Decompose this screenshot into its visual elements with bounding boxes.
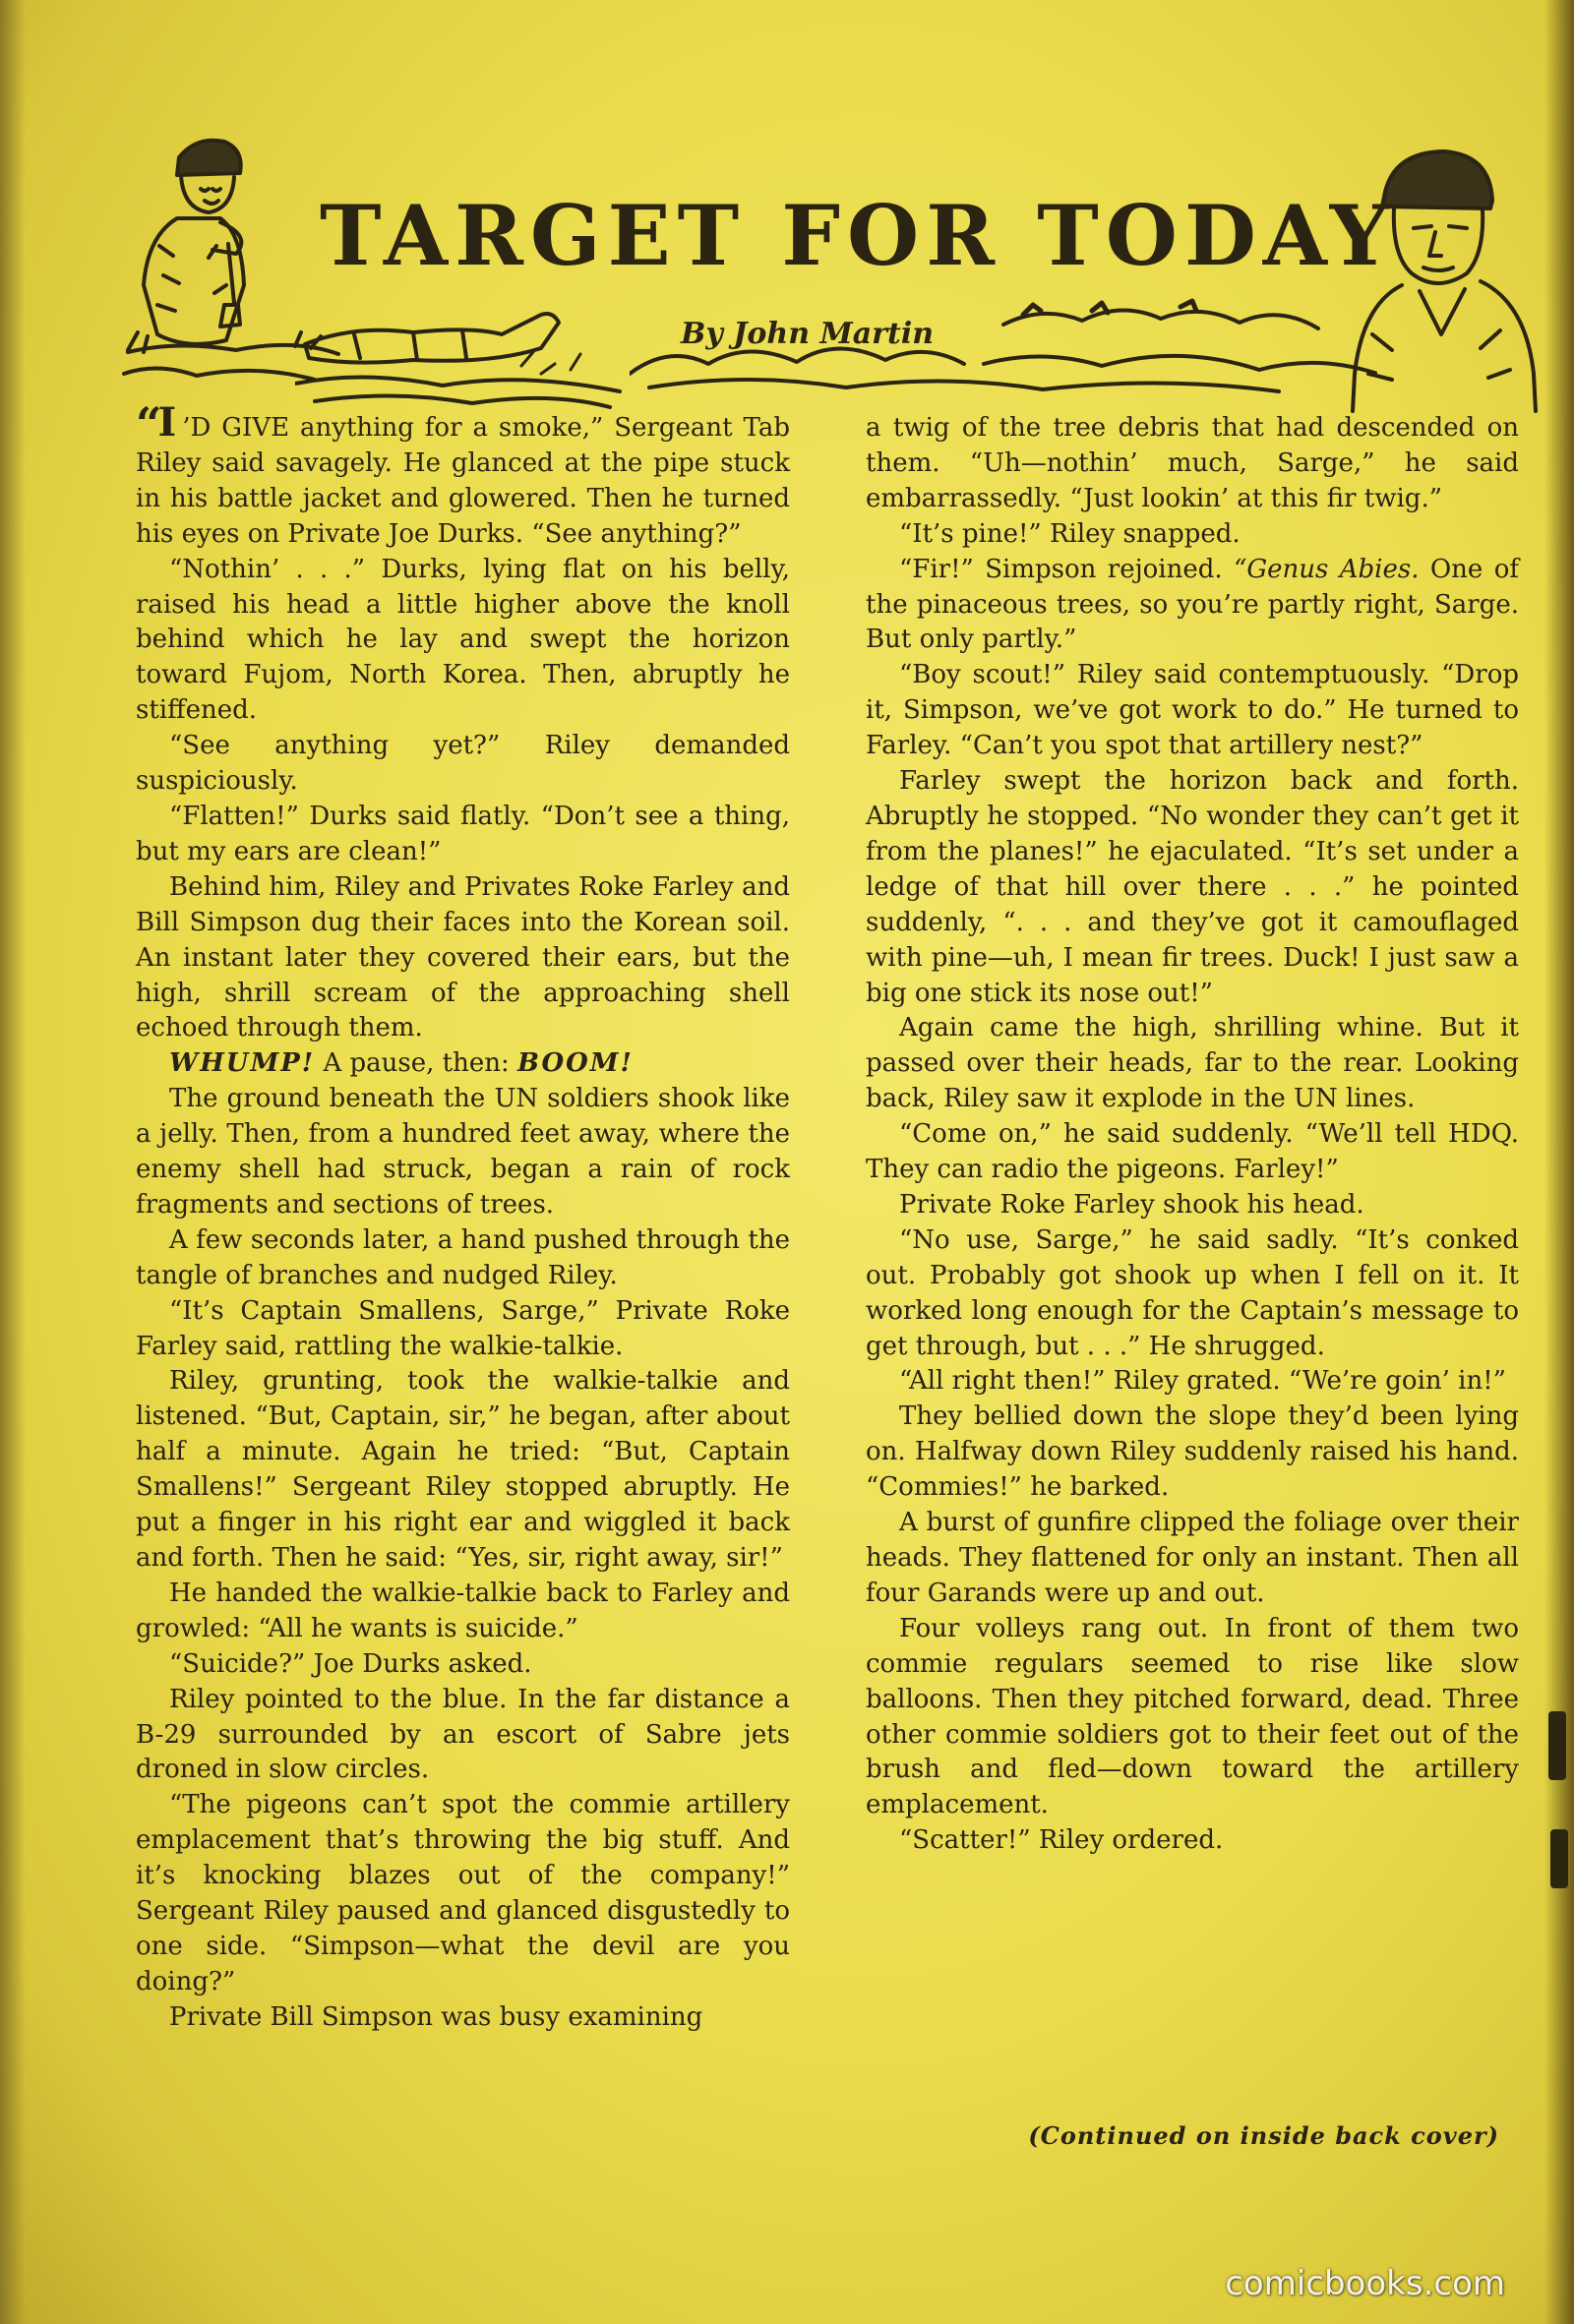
sound-effect-paragraph <box>136 1046 790 1082</box>
paragraph: “See anything yet?” Riley demanded suspiciously. <box>136 731 790 797</box>
paragraph: “All right then!” Riley grated. “We’re goin’ in!” <box>899 1366 1506 1397</box>
paragraph: Four volleys rang out. In front of them two commie regulars seemed to rise like slow balloons. Then they pitched forward, dead. Three other commie soldiers got to their feet out of the brush and fled—down toward the artillery emplacement. <box>866 1613 1519 1820</box>
drop-cap: I <box>157 399 177 446</box>
site-watermark: comicbooks.com <box>1225 2264 1505 2303</box>
page-left-edge-shadow <box>0 0 26 2324</box>
paragraph: “Flatten!” Durks said flatly. “Don’t see a thing, but my ears are clean!” <box>136 801 790 866</box>
paragraph: “The pigeons can’t spot the commie artillery emplacement that’s throwing the big stuff. And it’s knocking blazes out of the company!” Sergeant Riley paused and glanced disgustedly to one side. “Simpson—what the devil are you doing?” <box>136 1790 790 1996</box>
latin-name: “Genus Abies. <box>1234 554 1420 584</box>
paragraph-continued: a twig of the tree debris that had descended on them. “Uh—nothin’ much, Sarge,” he said embarrassedly. “Just lookin’ at this fir twig.” <box>866 413 1519 513</box>
wounded-soldier-illustration <box>295 275 630 413</box>
text-column-left <box>136 397 790 2036</box>
paragraph-text: A pause, then: <box>315 1048 517 1079</box>
paragraph: A burst of gunfire clipped the foliage over their heads. They flattened for only an instant. Then all four Garands were up and out. <box>866 1508 1519 1608</box>
paragraph-text: One of the pinaceous trees, so you’re partly right, Sarge. But only partly.” <box>866 554 1519 655</box>
paragraph: Behind him, Riley and Privates Roke Farley and Bill Simpson dug their faces into the Korean soil. An instant later they covered their ears, but the high, shrill scream of the approaching shell echoed through them. <box>136 871 790 1043</box>
paragraph: “No use, Sarge,” he said sadly. “It’s conked out. Probably got shook up when I fell on it. It worked long enough for the Captain’s message to get through, but . . .” He shrugged. <box>866 1224 1519 1361</box>
paragraph: “Nothin’ . . .” Durks, lying flat on his belly, raised his head a little higher above the knoll behind which he lay and swept the horizon toward Fujom, North Korea. Then, abruptly he stiffened. <box>136 554 790 726</box>
sound-effect-boom: BOOM! <box>517 1048 634 1079</box>
binding-stain <box>1550 1829 1568 1888</box>
paragraph: They bellied down the slope they’d been lying on. Halfway down Riley suddenly raised his hand. “Commies!” he barked. <box>866 1401 1519 1503</box>
paragraph: Private Roke Farley shook his head. <box>899 1189 1364 1220</box>
paragraph: Again came the high, shrilling whine. But it passed over their heads, far to the rear. Looking back, Riley saw it explode in the UN lines. <box>866 1013 1519 1114</box>
author-byline: By John Martin <box>681 317 935 351</box>
paragraph: He handed the walkie-talkie back to Farley and growled: “All he wants is suicide.” <box>136 1578 790 1643</box>
continued-note: (Continued on inside back cover) <box>1028 2121 1499 2150</box>
paragraph: Farley swept the horizon back and forth. Abruptly he stopped. “No wonder they can’t get it from the planes!” he ejaculated. “It’s set under a ledge of that hill over there . . .” he pointed suddenly, “. . . and they’ve got it camouflaged with pine—uh, I mean fir trees. Duck! I just saw a big one stick its nose out!” <box>866 766 1519 1008</box>
paragraph: “Scatter!” Riley ordered. <box>899 1825 1224 1856</box>
paragraph: A few seconds later, a hand pushed through the tangle of branches and nudged Riley. <box>136 1224 790 1290</box>
binding-stain <box>1548 1711 1566 1780</box>
paragraph: “Suicide?” Joe Durks asked. <box>169 1648 532 1679</box>
paragraph: “Boy scout!” Riley said contemptuously. “Drop it, Simpson, we’ve got work to do.” He turned to Farley. “Can’t you spot that artillery nest?” <box>866 660 1519 761</box>
opening-quote-mark: “ <box>136 397 158 450</box>
paragraph: The ground beneath the UN soldiers shook like a jelly. Then, from a hundred feet away, where the enemy shell had struck, began a rain of rock fragments and sections of trees. <box>136 1084 790 1220</box>
paragraph: Riley pointed to the blue. In the far distance a B-29 surrounded by an escort of Sabre jets droned in slow circles. <box>136 1684 790 1785</box>
story-title: TARGET FOR TODAY <box>320 187 1396 284</box>
paragraph-text: ’D GIVE anything for a smoke,” Sergeant Tab Riley said savagely. He glanced at the pipe stuck in his battle jacket and glowered. Then he turned his eyes on Private Joe Durks. “See anything?” <box>136 413 790 549</box>
text-column-right <box>866 411 1519 1859</box>
paragraph: Private Bill Simpson was busy examining <box>169 2001 703 2032</box>
paragraph: “It’s Captain Smallens, Sarge,” Private Roke Farley said, rattling the walkie-talkie. <box>136 1295 790 1361</box>
paragraph: “Come on,” he said suddenly. “We’ll tell HDQ. They can radio the pigeons. Farley!” <box>866 1119 1519 1185</box>
paragraph: “It’s pine!” Riley snapped. <box>899 518 1241 549</box>
sound-effect-whump: WHUMP! <box>169 1048 316 1079</box>
opening-paragraph <box>136 397 790 553</box>
paragraph-text: “Fir!” Simpson rejoined. <box>899 554 1235 584</box>
paragraph <box>866 553 1519 659</box>
page-right-edge-shadow <box>1544 0 1574 2324</box>
paragraph: Riley, grunting, took the walkie-talkie and listened. “But, Captain, sir,” he began, after about half a minute. Again he tried: “But, Captain Smallens!” Sergeant Riley stopped abruptly. He put a finger in his right ear and wiggled it back and forth. Then he said: “Yes, sir, right away, sir!” <box>136 1366 790 1573</box>
